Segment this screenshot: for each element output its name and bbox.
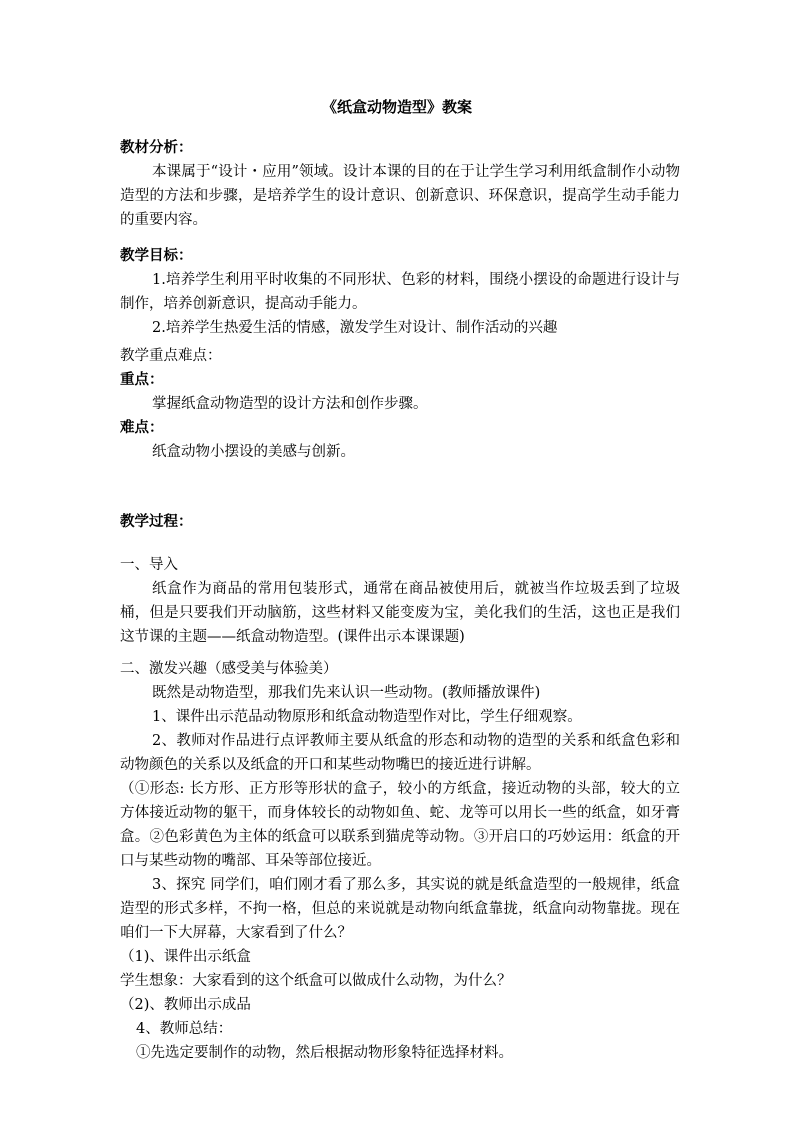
section-heading: 教材分析： <box>120 139 193 156</box>
difficulty-text: 纸盒动物小摆设的美感与创新。 <box>152 444 355 460</box>
key-point-label: 重点： <box>120 371 164 388</box>
section-material-analysis <box>120 136 680 232</box>
section-heading: 教学重点难点： <box>120 348 222 364</box>
section-key-points <box>120 344 680 464</box>
paragraph: 纸盒作为商品的常用包装形式，通常在商品被使用后，就被当作垃圾丢到了垃圾桶，但是只要我们开动脑筋，这些材料又能变废为宝，美化我们的生活，这也正是我们这节课的主题——纸盒动物造型。(课件出示本课课题) <box>120 581 680 645</box>
goal-item-2: 2.培养学生热爱生活的情感，激发学生对设计、制作活动的兴趣 <box>152 320 558 336</box>
list-item: 3、探究 同学们，咱们刚才看了那么多，其实说的就是纸盒造型的一般规律，纸盒造型的形式多样，不拘一格，但总的来说就是动物向纸盒靠拢，纸盒向动物靠拢。现在咱们一下大屏幕，大家看到了什么？ <box>120 877 680 941</box>
list-item: （2)、教师出示成品 <box>120 997 251 1013</box>
paragraph: 学生想象：大家看到的这个纸盒可以做成什么动物，为什么？ <box>120 973 512 989</box>
section-teaching-process <box>120 510 680 534</box>
section-teaching-goals <box>120 244 680 340</box>
list-item: 2、教师对作品进行点评教师主要从纸盒的形态和动物的造型的关系和纸盒色彩和动物颜色的关系以及纸盒的开口和某些动物嘴巴的接近进行讲解。 <box>120 733 680 773</box>
difficulty-label: 难点： <box>120 419 164 436</box>
subsection-interest <box>120 657 680 1065</box>
paragraph: 本课属于“设计・应用”领域。设计本课的目的在于让学生学习利用纸盒制作小动物造型的方法和步骤，是培养学生的设计意识、创新意识、环保意识，提高学生动手能力的重要内容。 <box>120 164 680 228</box>
section-heading: 教学目标： <box>120 247 193 264</box>
paragraph: （①形态: 长方形、正方形等形状的盒子，较小的方纸盒，接近动物的头部，较大的立方体接近动物的躯干，而身体较长的动物如鱼、蛇、龙等可以用长一些的纸盒，如牙膏盒。②色彩黄色为主体的纸盒可以联系到猫虎等动物。③开启口的巧妙运用：纸盒的开口与某些动物的嘴部、耳朵等部位接近。 <box>120 781 680 869</box>
list-item: ①先选定要制作的动物，然后根据动物形象特征选择材料。 <box>136 1045 513 1061</box>
paragraph: 既然是动物造型，那我们先来认识一些动物。(教师播放课件) <box>152 685 541 701</box>
section-heading: 教学过程： <box>120 513 193 530</box>
subsection-title: 一、导入 <box>120 557 178 573</box>
subsection-title: 二、激发兴趣（感受美与体验美） <box>120 661 338 677</box>
document-title: 《纸盒动物造型》教案 <box>321 98 472 116</box>
goal-item-1: 1.培养学生利用平时收集的不同形状、色彩的材料，围绕小摆设的命题进行设计与制作，培养创新意识，提高动手能力。 <box>120 272 680 312</box>
list-item: 1、课件出示范品动物原形和纸盒动物造型作对比，学生仔细观察。 <box>152 709 582 725</box>
subsection-intro <box>120 553 680 649</box>
key-point-text: 掌握纸盒动物造型的设计方法和创作步骤。 <box>152 396 428 412</box>
list-item: 4、教师总结： <box>136 1021 233 1037</box>
list-item: （1)、课件出示纸盒 <box>120 949 251 965</box>
